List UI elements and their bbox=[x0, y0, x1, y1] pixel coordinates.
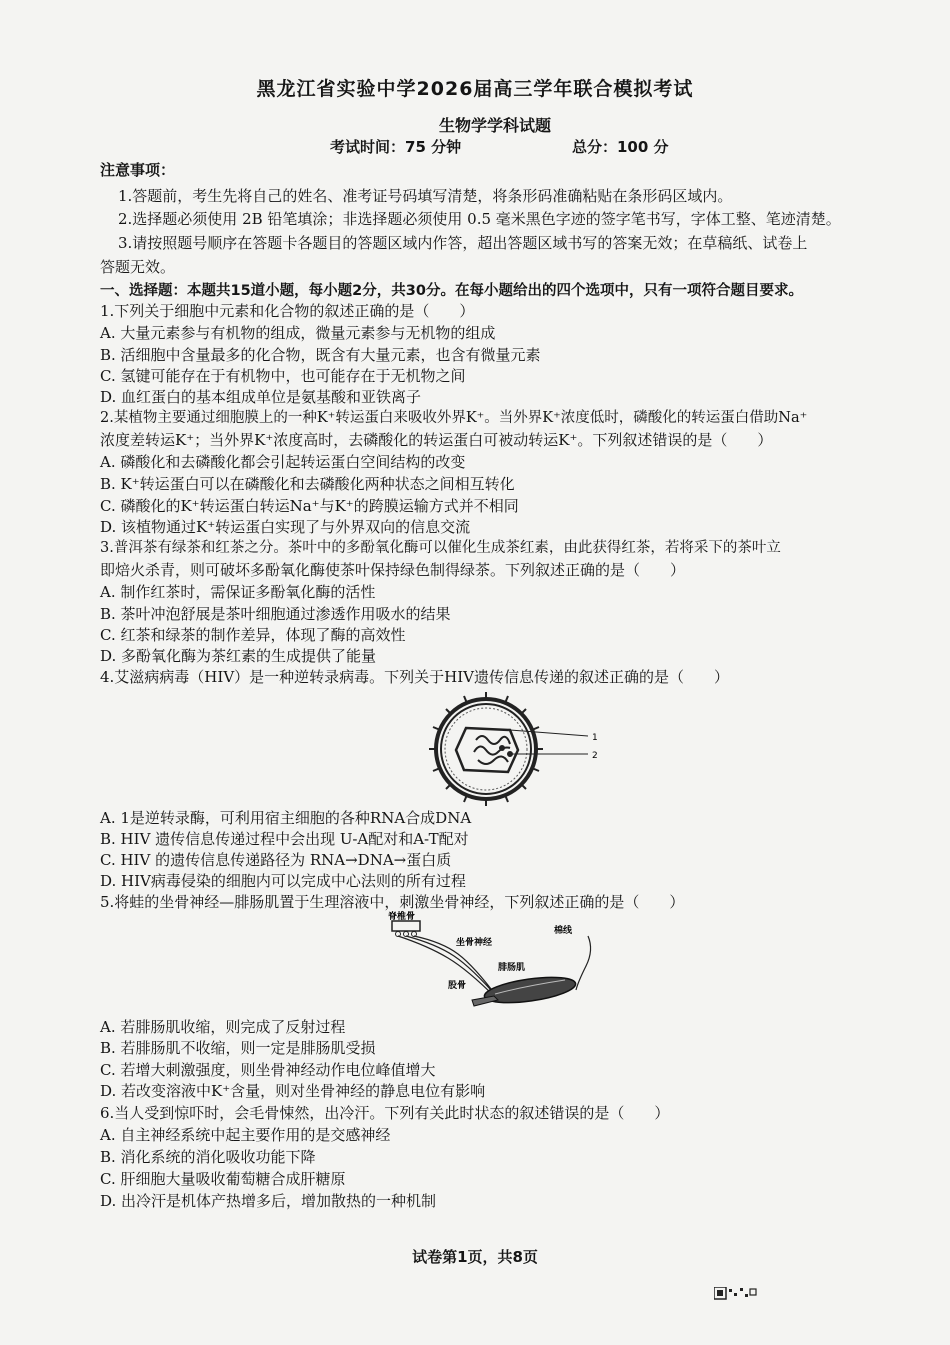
label-spine: 脊椎骨 bbox=[388, 912, 416, 922]
exam-subtitle: 生物学学科试题 bbox=[438, 116, 551, 135]
femur-bone bbox=[472, 996, 498, 1006]
q1-option-a: A. 大量元素参与有机物的组成，微量元素参与无机物的组成 bbox=[100, 324, 496, 342]
exam-title: 黑龙江省实验中学2026届高三学年联合模拟考试 bbox=[256, 78, 694, 100]
label-femur: 股骨 bbox=[448, 981, 467, 991]
q4-option-d: D. HIV病毒侵染的细胞内可以完成中心法则的所有过程 bbox=[100, 872, 466, 890]
q2-stem-line1: 2.某植物主要通过细胞膜上的一种K⁺转运蛋白来吸收外界K⁺。当外界K⁺浓度低时，磷酸化的转运蛋白借助Na⁺ bbox=[100, 410, 808, 426]
q5-option-a: A. 若腓肠肌收缩，则完成了反射过程 bbox=[100, 1018, 346, 1036]
gastrocnemius-muscle bbox=[483, 973, 577, 1008]
q5-stem: 5.将蛙的坐骨神经—腓肠肌置于生理溶液中，刺激坐骨神经，下列叙述正确的是（ ） bbox=[100, 893, 685, 911]
q6-option-d: D. 出冷汗是机体产热增多后，增加散热的一种机制 bbox=[100, 1192, 437, 1210]
notice-item-3b: 答题无效。 bbox=[100, 258, 176, 276]
diagram-label-1: 1 bbox=[592, 733, 598, 743]
label-nerve: 坐骨神经 bbox=[456, 938, 493, 948]
spine-bone bbox=[392, 921, 420, 931]
q2-option-a: A. 磷酸化和去磷酸化都会引起转运蛋白空间结构的改变 bbox=[100, 453, 466, 471]
q6-option-c: C. 肝细胞大量吸收葡萄糖合成肝糖原 bbox=[100, 1170, 346, 1188]
q2-option-d: D. 该植物通过K⁺转运蛋白实现了与外界双向的信息交流 bbox=[100, 518, 471, 536]
q1-option-b: B. 活细胞中含量最多的化合物，既含有大量元素，也含有微量元素 bbox=[100, 346, 541, 364]
q4-stem: 4.艾滋病病毒（HIV）是一种逆转录病毒。下列关于HIV遗传信息传递的叙述正确的是（ ） bbox=[100, 668, 729, 686]
q5-option-b: B. 若腓肠肌不收缩，则一定是腓肠肌受损 bbox=[100, 1039, 376, 1057]
cotton-thread bbox=[576, 936, 591, 990]
q6-option-a: A. 自主神经系统中起主要作用的是交感神经 bbox=[100, 1126, 391, 1144]
q1-option-d: D. 血红蛋白的基本组成单位是氨基酸和亚铁离子 bbox=[100, 388, 422, 406]
q1-stem: 1.下列关于细胞中元素和化合物的叙述正确的是（ ） bbox=[100, 302, 475, 320]
q4-option-c: C. HIV 的遗传信息传递路径为 RNA→DNA→蛋白质 bbox=[100, 851, 452, 869]
diagram-label-2: 2 bbox=[592, 751, 598, 761]
q6-option-b: B. 消化系统的消化吸收功能下降 bbox=[100, 1148, 316, 1166]
q5-option-c: C. 若增大刺激强度，则坐骨神经动作电位峰值增大 bbox=[100, 1061, 436, 1079]
exam-total-score: 总分：100 分 bbox=[572, 138, 669, 156]
q3-stem-line2: 即焙火杀青，则可破坏多酚氧化酶使茶叶保持绿色制得绿茶。下列叙述正确的是（ ） bbox=[100, 561, 686, 579]
q3-option-d: D. 多酚氧化酶为茶红素的生成提供了能量 bbox=[100, 647, 377, 665]
q3-option-b: B. 茶叶冲泡舒展是茶叶细胞通过渗透作用吸水的结果 bbox=[100, 605, 451, 623]
notice-heading: 注意事项： bbox=[100, 161, 176, 179]
q3-option-c: C. 红茶和绿茶的制作差异，体现了酶的高效性 bbox=[100, 626, 406, 644]
nerve-muscle-diagram bbox=[380, 908, 610, 1016]
q2-option-b: B. K⁺转运蛋白可以在磷酸化和去磷酸化两种状态之间相互转化 bbox=[100, 475, 515, 493]
hiv-virus-diagram bbox=[418, 690, 608, 808]
q6-stem: 6.当人受到惊吓时，会毛骨悚然，出冷汗。下列有关此时状态的叙述错误的是（ ） bbox=[100, 1104, 670, 1122]
q3-stem-line1: 3.普洱茶有绿茶和红茶之分。茶叶中的多酚氧化酶可以催化生成茶红素，由此获得红茶，若将采下的茶叶立 bbox=[100, 540, 781, 556]
label-thread: 棉线 bbox=[554, 926, 573, 936]
exam-time: 考试时间：75 分钟 bbox=[330, 138, 462, 156]
page-footer: 试卷第1页，共8页 bbox=[412, 1248, 538, 1266]
q5-option-d: D. 若改变溶液中K⁺含量，则对坐骨神经的静息电位有影响 bbox=[100, 1082, 486, 1100]
q2-stem-line2: 浓度差转运K⁺；当外界K⁺浓度高时，去磷酸化的转运蛋白可被动转运K⁺。下列叙述错误的是（ ） bbox=[100, 431, 773, 449]
label-muscle: 腓肠肌 bbox=[498, 963, 526, 973]
notice-item-1: 1.答题前，考生先将自己的姓名、准考证号码填写清楚，将条形码准确粘贴在条形码区域内。 bbox=[118, 187, 733, 205]
notice-item-2: 2.选择题必须使用 2B 铅笔填涂；非选择题必须使用 0.5 毫米黑色字迹的签字笔书写，字体工整、笔迹清楚。 bbox=[118, 210, 841, 228]
q3-option-a: A. 制作红茶时，需保证多酚氧化酶的活性 bbox=[100, 583, 376, 601]
q1-option-c: C. 氢键可能存在于有机物中，也可能存在于无机物之间 bbox=[100, 367, 466, 385]
q2-option-c: C. 磷酸化的K⁺转运蛋白转运Na⁺与K⁺的跨膜运输方式并不相同 bbox=[100, 497, 519, 515]
reverse-transcriptase bbox=[499, 745, 505, 751]
notice-item-3a: 3.请按照题号顺序在答题卡各题目的答题区域内作答，超出答题区域书写的答案无效；在草稿纸、试卷上 bbox=[118, 234, 808, 252]
section-heading: 一、选择题：本题共15道小题，每小题2分，共30分。在每小题给出的四个选项中，只有一项符合题目要求。 bbox=[100, 283, 803, 299]
qr-code-icon bbox=[714, 1287, 758, 1301]
q4-option-b: B. HIV 遗传信息传递过程中会出现 U-A配对和A-T配对 bbox=[100, 830, 469, 848]
q4-option-a: A. 1是逆转录酶，可利用宿主细胞的各种RNA合成DNA bbox=[100, 809, 472, 827]
